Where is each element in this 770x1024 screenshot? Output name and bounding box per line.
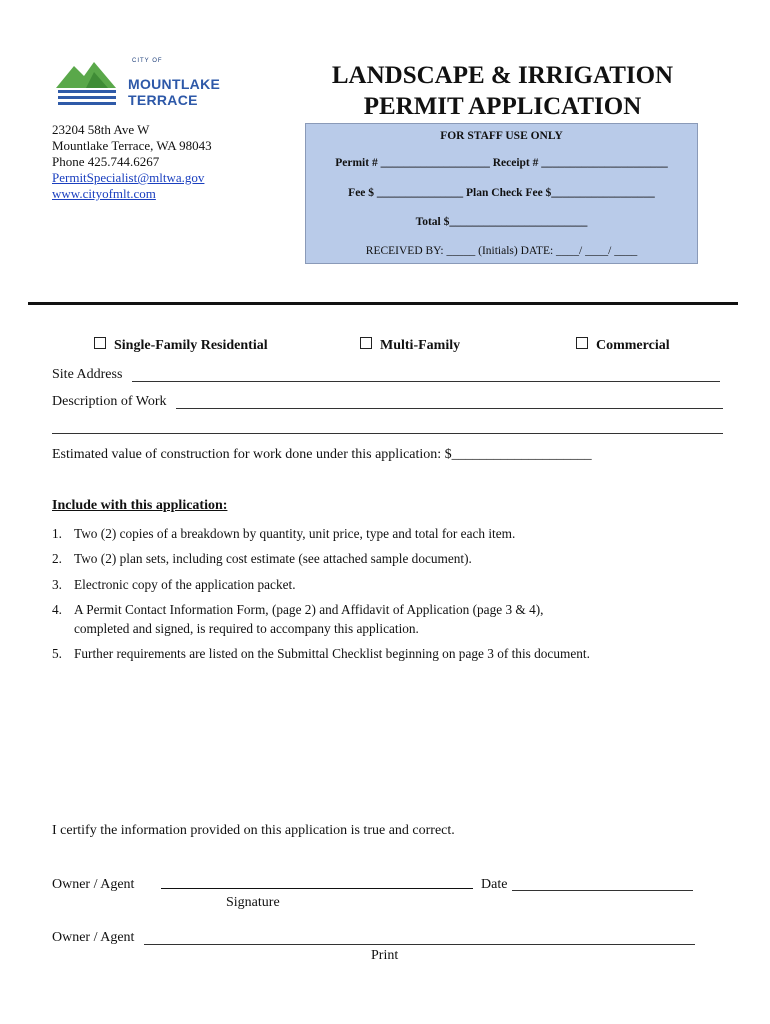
list-item: 3. Electronic copy of the application packet. [52, 577, 296, 592]
description-field-line2[interactable] [52, 433, 723, 434]
staff-received-line: RECEIVED BY: _____ (Initials) DATE: ____/ ____/ ____ [365, 245, 638, 257]
site-address-field[interactable] [132, 381, 720, 382]
checkbox-label: Multi-Family [380, 338, 461, 353]
site-address-label: Site Address [52, 367, 123, 382]
signature-caption: Signature [226, 895, 280, 910]
checkbox-icon[interactable] [360, 337, 372, 349]
owner-agent-label: Owner / Agent [52, 877, 135, 892]
website-link[interactable]: www.cityofmlt.com [52, 186, 156, 201]
logo-line1: MOUNTLAKE [128, 76, 221, 92]
checkbox-label: Single-Family Residential [114, 338, 268, 353]
checkbox-commercial[interactable] [576, 337, 670, 354]
list-item: 1. Two (2) copies of a breakdown by quantity, unit price, type and total for each item. [52, 526, 516, 541]
city-logo [56, 58, 236, 114]
estimated-value-label[interactable]: Estimated value of construction for work done under this application: $____________________ [52, 447, 592, 462]
staff-total-line: Total $________________________ [415, 216, 588, 228]
print-caption: Print [371, 948, 399, 963]
divider [28, 302, 738, 305]
description-field[interactable] [176, 408, 723, 409]
list-item: 5. Further requirements are listed on the Submittal Checklist beginning on page 3 of this document. [52, 646, 590, 661]
mountain-logo-icon [56, 58, 126, 110]
page-title [305, 60, 700, 122]
checkbox-multi-family[interactable] [360, 337, 460, 354]
email-link[interactable]: PermitSpecialist@mltwa.gov [52, 170, 205, 185]
print-name-field[interactable] [144, 944, 695, 945]
list-item: 4. A Permit Contact Information Form, (page 2) and Affidavit of Application (page 3 & 4), completed and signed, is required to accompany this application. [52, 602, 544, 636]
staff-heading: FOR STAFF USE ONLY [440, 130, 563, 142]
logo-city-of: CITY OF [132, 58, 163, 64]
address-phone: Phone 425.744.6267 [52, 154, 160, 169]
checkbox-icon[interactable] [94, 337, 106, 349]
title-line1: LANDSCAPE & IRRIGATION [331, 62, 674, 89]
description-label: Description of Work [52, 394, 167, 409]
staff-fee-line: Fee $ _______________ Plan Check Fee $__________________ [348, 187, 655, 199]
signature-field[interactable] [161, 888, 473, 889]
date-field[interactable] [512, 890, 693, 891]
date-label: Date [481, 877, 508, 892]
include-heading: Include with this application: [52, 498, 228, 513]
address-street: 23204 58th Ave W [52, 122, 150, 137]
staff-permit-line: Permit # ___________________ Receipt # ______________________ [335, 157, 668, 169]
title-line2: PERMIT APPLICATION [363, 93, 642, 120]
checkbox-icon[interactable] [576, 337, 588, 349]
staff-use-box [305, 123, 698, 264]
checkbox-single-family[interactable] [94, 337, 268, 354]
address-city: Mountlake Terrace, WA 98043 [52, 138, 212, 153]
city-address [52, 122, 212, 202]
checkbox-label: Commercial [596, 338, 670, 353]
owner-agent-print-label: Owner / Agent [52, 930, 135, 945]
logo-line2: TERRACE [128, 92, 198, 108]
list-item: 2. Two (2) plan sets, including cost estimate (see attached sample document). [52, 551, 472, 566]
certify-statement: I certify the information provided on this application is true and correct. [52, 823, 455, 838]
